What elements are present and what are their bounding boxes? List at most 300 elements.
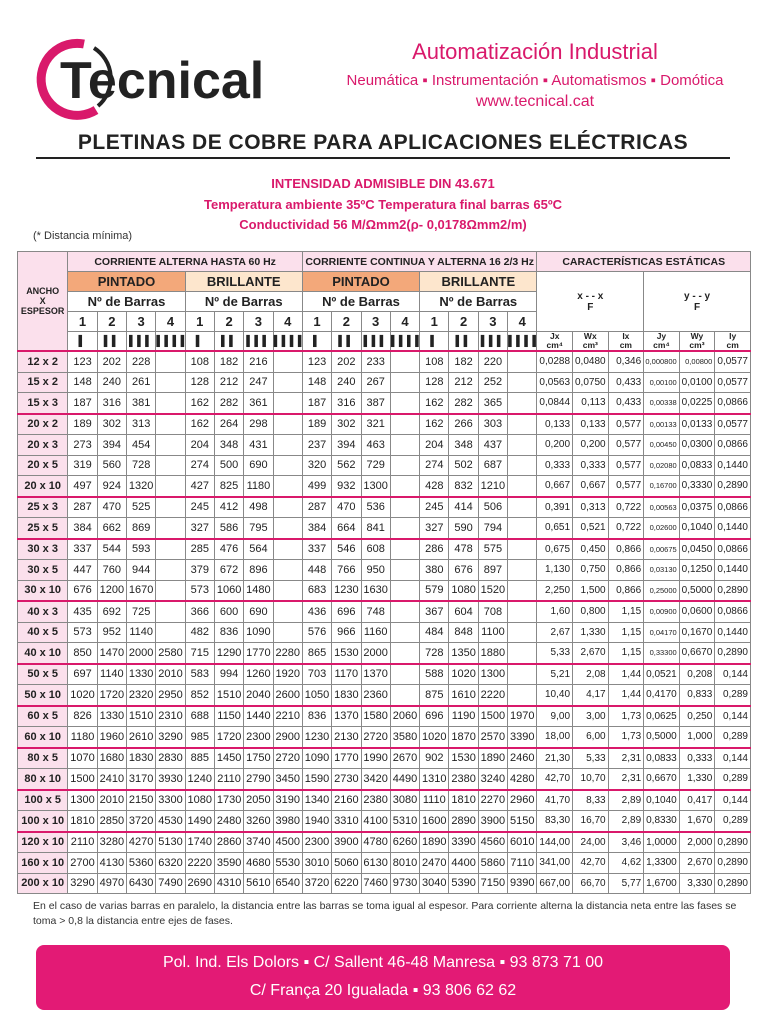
ampacity-cell bbox=[273, 351, 302, 372]
ampacity-cell: 220 bbox=[478, 351, 507, 372]
ampacity-cell: 1940 bbox=[302, 811, 331, 832]
stat-cell: 0,0866 bbox=[715, 601, 751, 622]
ampacity-cell: 187 bbox=[302, 393, 331, 414]
stat-cell: 0,00338 bbox=[644, 393, 680, 414]
ampacity-cell: 1720 bbox=[97, 685, 126, 706]
ampacity-cell: 302 bbox=[332, 414, 361, 435]
ampacity-cell: 1830 bbox=[127, 748, 156, 769]
ampacity-cell: 2720 bbox=[273, 748, 302, 769]
stat-cell: 0,289 bbox=[715, 685, 751, 706]
row-size-label: 30 x 5 bbox=[18, 560, 68, 581]
ampacity-cell: 2950 bbox=[156, 685, 185, 706]
ampacity-cell bbox=[156, 622, 185, 643]
row-size-label: 100 x 5 bbox=[18, 790, 68, 811]
ampacity-cell: 1740 bbox=[185, 832, 214, 853]
bar-arrangement-icon: ▌▌ bbox=[332, 332, 361, 352]
stat-cell: 1,73 bbox=[608, 727, 644, 748]
stat-cell: 16,70 bbox=[573, 811, 609, 832]
stat-column-header: Wx cm³ bbox=[573, 332, 609, 352]
ampacity-cell bbox=[273, 601, 302, 622]
ampacity-cell: 3390 bbox=[508, 727, 537, 748]
ampacity-cell: 3420 bbox=[361, 769, 390, 790]
table-row bbox=[18, 601, 751, 622]
table-row bbox=[18, 748, 751, 769]
stat-cell: 0,3330 bbox=[679, 476, 715, 497]
ampacity-cell bbox=[273, 580, 302, 601]
ampacity-cell: 1160 bbox=[361, 622, 390, 643]
contact-footer bbox=[36, 945, 730, 1010]
company-website[interactable]: www.tecnical.cat bbox=[475, 93, 595, 110]
ampacity-cell: 676 bbox=[68, 580, 97, 601]
stat-cell: 4,17 bbox=[573, 685, 609, 706]
ampacity-cell: 664 bbox=[332, 518, 361, 539]
ampacity-cell: 1350 bbox=[449, 643, 478, 664]
stat-cell: 1,670 bbox=[679, 811, 715, 832]
ampacity-cell bbox=[508, 497, 537, 518]
ampacity-cell: 896 bbox=[244, 560, 273, 581]
copper-bar-table bbox=[17, 251, 751, 894]
ampacity-cell bbox=[390, 476, 419, 497]
stat-cell: 0,577 bbox=[608, 455, 644, 476]
stat-cell: 0,521 bbox=[573, 518, 609, 539]
ampacity-cell: 544 bbox=[97, 539, 126, 560]
ampacity-cell: 1240 bbox=[185, 769, 214, 790]
stat-cell: 0,0866 bbox=[715, 497, 751, 518]
section-stat-header: CARACTERÍSTICAS ESTÁTICAS bbox=[537, 252, 751, 272]
stat-cell: 0,0521 bbox=[644, 664, 680, 685]
ampacity-cell: 688 bbox=[185, 706, 214, 727]
stat-column-header: Ix cm bbox=[608, 332, 644, 352]
stat-cell: 0,200 bbox=[573, 435, 609, 456]
ampacity-cell: 1440 bbox=[244, 706, 273, 727]
ampacity-cell: 128 bbox=[420, 372, 449, 393]
ampacity-cell: 148 bbox=[302, 372, 331, 393]
stat-cell: 0,5000 bbox=[679, 580, 715, 601]
ampacity-cell bbox=[156, 476, 185, 497]
stat-cell: 0,866 bbox=[608, 560, 644, 581]
row-size-label: 50 x 10 bbox=[18, 685, 68, 706]
ampacity-cell: 463 bbox=[361, 435, 390, 456]
ampacity-cell: 267 bbox=[361, 372, 390, 393]
stat-cell: 0,667 bbox=[573, 476, 609, 497]
stat-cell: 0,289 bbox=[715, 727, 751, 748]
ampacity-cell bbox=[508, 560, 537, 581]
ampacity-cell: 2220 bbox=[478, 685, 507, 706]
stat-y-axis-label: y - - y bbox=[684, 290, 711, 302]
stat-cell: 0,750 bbox=[573, 560, 609, 581]
stat-cell: 2,89 bbox=[608, 811, 644, 832]
stat-cell: 3,46 bbox=[608, 832, 644, 853]
stat-cell: 0,00100 bbox=[644, 372, 680, 393]
ampacity-cell: 573 bbox=[185, 580, 214, 601]
ampacity-cell bbox=[273, 414, 302, 435]
ampacity-cell: 1210 bbox=[478, 476, 507, 497]
ampacity-cell: 5860 bbox=[478, 853, 507, 874]
bar-arrangement-icon: ▌▌▌▌ bbox=[273, 332, 302, 352]
ampacity-cell bbox=[273, 476, 302, 497]
ampacity-cell: 387 bbox=[361, 393, 390, 414]
ampacity-cell: 703 bbox=[302, 664, 331, 685]
ampacity-cell: 1300 bbox=[478, 664, 507, 685]
ampacity-cell: 435 bbox=[68, 601, 97, 622]
ampacity-cell: 500 bbox=[214, 455, 243, 476]
stat-y-force-label: F bbox=[694, 301, 701, 313]
ampacity-cell bbox=[390, 622, 419, 643]
ampacity-cell: 447 bbox=[68, 560, 97, 581]
ampacity-cell: 282 bbox=[214, 393, 243, 414]
ampacity-cell: 2280 bbox=[273, 643, 302, 664]
ampacity-cell: 725 bbox=[127, 601, 156, 622]
ampacity-cell: 546 bbox=[332, 539, 361, 560]
ampacity-cell: 2050 bbox=[244, 790, 273, 811]
ampacity-cell: 6130 bbox=[361, 853, 390, 874]
stat-cell: 0,02080 bbox=[644, 455, 680, 476]
stat-cell: 83,30 bbox=[537, 811, 573, 832]
stat-cell: 2,31 bbox=[608, 769, 644, 790]
ampacity-cell: 1200 bbox=[97, 580, 126, 601]
ampacity-cell: 4310 bbox=[214, 873, 243, 894]
stat-cell: 5,33 bbox=[537, 643, 573, 664]
ampacity-cell: 264 bbox=[214, 414, 243, 435]
ampacity-cell bbox=[156, 455, 185, 476]
ampacity-cell: 766 bbox=[332, 560, 361, 581]
ampacity-cell: 245 bbox=[420, 497, 449, 518]
ampacity-cell: 2600 bbox=[273, 685, 302, 706]
ampacity-cell: 564 bbox=[244, 539, 273, 560]
ampacity-cell: 3930 bbox=[156, 769, 185, 790]
ampacity-cell bbox=[390, 601, 419, 622]
ampacity-cell: 282 bbox=[449, 393, 478, 414]
ampacity-cell: 1100 bbox=[478, 622, 507, 643]
table-row bbox=[18, 811, 751, 832]
stat-cell: 0,2890 bbox=[715, 476, 751, 497]
ampacity-cell: 1770 bbox=[244, 643, 273, 664]
ampacity-cell: 2150 bbox=[127, 790, 156, 811]
ampacity-cell: 1490 bbox=[185, 811, 214, 832]
ampacity-cell: 498 bbox=[244, 497, 273, 518]
ampacity-cell: 499 bbox=[302, 476, 331, 497]
ampacity-cell: 728 bbox=[127, 455, 156, 476]
ampacity-cell: 2850 bbox=[97, 811, 126, 832]
ampacity-cell: 5610 bbox=[244, 873, 273, 894]
table-row bbox=[18, 832, 751, 853]
ampacity-cell: 2040 bbox=[244, 685, 273, 706]
ampacity-cell: 1290 bbox=[214, 643, 243, 664]
ampacity-cell: 5060 bbox=[332, 853, 361, 874]
bar-arrangement-icon: ▌▌▌ bbox=[127, 332, 156, 352]
stat-cell: 0,450 bbox=[573, 539, 609, 560]
ampacity-cell: 274 bbox=[185, 455, 214, 476]
ampacity-cell: 7460 bbox=[361, 873, 390, 894]
ampacity-cell: 337 bbox=[68, 539, 97, 560]
ampacity-cell: 562 bbox=[332, 455, 361, 476]
ampacity-cell: 728 bbox=[420, 643, 449, 664]
ampacity-cell: 950 bbox=[361, 560, 390, 581]
ampacity-cell: 321 bbox=[361, 414, 390, 435]
stat-cell: 2,670 bbox=[573, 643, 609, 664]
ampacity-cell: 2690 bbox=[185, 873, 214, 894]
footer-address-igualada: C/ França 20 Igualada ▪ 93 806 62 62 bbox=[249, 982, 517, 999]
stat-cell: 1,500 bbox=[573, 580, 609, 601]
ampacity-cell bbox=[508, 393, 537, 414]
bar-arrangement-icon: ▌ bbox=[302, 332, 331, 352]
ampacity-cell: 1970 bbox=[508, 706, 537, 727]
stat-cell: 0,2890 bbox=[715, 853, 751, 874]
ampacity-cell: 3740 bbox=[244, 832, 273, 853]
ampacity-cell: 1300 bbox=[361, 476, 390, 497]
ampacity-cell: 1750 bbox=[244, 748, 273, 769]
ampacity-cell: 2570 bbox=[478, 727, 507, 748]
ampacity-cell bbox=[273, 518, 302, 539]
stat-cell: 21,30 bbox=[537, 748, 573, 769]
ampacity-cell: 2960 bbox=[508, 790, 537, 811]
ampacity-cell bbox=[508, 351, 537, 372]
table-row bbox=[18, 853, 751, 874]
stat-cell: 0,0288 bbox=[537, 351, 573, 372]
stat-cell: 0,5000 bbox=[644, 727, 680, 748]
ampacity-cell bbox=[390, 560, 419, 581]
bar-count-header: 1 bbox=[185, 312, 214, 332]
stat-cell: 0,313 bbox=[573, 497, 609, 518]
stat-cell: 1,330 bbox=[679, 769, 715, 790]
ampacity-cell: 3010 bbox=[302, 853, 331, 874]
stat-cell: 0,00450 bbox=[644, 435, 680, 456]
ampacity-cell: 3040 bbox=[420, 873, 449, 894]
ampacity-cell: 2720 bbox=[361, 727, 390, 748]
ampacity-cell: 692 bbox=[97, 601, 126, 622]
ampacity-cell: 4280 bbox=[508, 769, 537, 790]
ampacity-cell bbox=[508, 518, 537, 539]
table-row bbox=[18, 664, 751, 685]
stat-cell: 0,866 bbox=[608, 580, 644, 601]
stat-cell: 66,70 bbox=[573, 873, 609, 894]
bar-arrangement-icon: ▌▌ bbox=[97, 332, 126, 352]
bar-count-header: 4 bbox=[273, 312, 302, 332]
ampacity-cell: 2730 bbox=[332, 769, 361, 790]
ampacity-cell bbox=[508, 664, 537, 685]
stat-cell: 0,0866 bbox=[715, 435, 751, 456]
ampacity-cell: 2410 bbox=[97, 769, 126, 790]
stat-cell: 2,67 bbox=[537, 622, 573, 643]
ampacity-cell: 6220 bbox=[332, 873, 361, 894]
row-size-label: 20 x 3 bbox=[18, 435, 68, 456]
stat-cell: 2,670 bbox=[679, 853, 715, 874]
ampacity-cell: 4970 bbox=[97, 873, 126, 894]
ampacity-cell: 1140 bbox=[97, 664, 126, 685]
ampacity-cell: 237 bbox=[302, 435, 331, 456]
ampacity-cell: 285 bbox=[185, 539, 214, 560]
ampacity-cell: 696 bbox=[332, 601, 361, 622]
ampacity-cell: 560 bbox=[97, 455, 126, 476]
ampacity-cell: 2220 bbox=[185, 853, 214, 874]
ampacity-cell: 233 bbox=[361, 351, 390, 372]
bar-arrangement-icon: ▌▌▌▌ bbox=[508, 332, 537, 352]
dc-pintado-nbarras: Nº de Barras bbox=[302, 292, 419, 312]
stat-x-diagram bbox=[537, 272, 644, 332]
bar-count-header: 3 bbox=[244, 312, 273, 332]
ampacity-cell: 3080 bbox=[390, 790, 419, 811]
ampacity-cell: 2270 bbox=[478, 790, 507, 811]
ampacity-cell: 189 bbox=[302, 414, 331, 435]
ampacity-cell: 2860 bbox=[214, 832, 243, 853]
stat-cell: 667,00 bbox=[537, 873, 573, 894]
ampacity-cell: 348 bbox=[449, 435, 478, 456]
stat-cell: 0,833 bbox=[679, 685, 715, 706]
ampacity-cell: 245 bbox=[185, 497, 214, 518]
ampacity-cell: 1300 bbox=[68, 790, 97, 811]
ampacity-cell: 431 bbox=[244, 435, 273, 456]
ampacity-cell: 586 bbox=[214, 518, 243, 539]
ampacity-cell: 3720 bbox=[302, 873, 331, 894]
table-row bbox=[18, 622, 751, 643]
ampacity-cell: 5310 bbox=[390, 811, 419, 832]
bar-arrangement-icon: ▌▌ bbox=[449, 332, 478, 352]
ampacity-cell: 148 bbox=[68, 372, 97, 393]
ampacity-cell: 1730 bbox=[214, 790, 243, 811]
ampacity-cell: 327 bbox=[185, 518, 214, 539]
stat-cell: 3,00 bbox=[573, 706, 609, 727]
ampacity-cell: 187 bbox=[68, 393, 97, 414]
ampacity-cell: 1990 bbox=[361, 748, 390, 769]
ampacity-cell: 841 bbox=[361, 518, 390, 539]
ampacity-cell: 1770 bbox=[332, 748, 361, 769]
ampacity-cell: 3290 bbox=[68, 873, 97, 894]
ampacity-cell: 885 bbox=[185, 748, 214, 769]
ampacity-cell: 1050 bbox=[302, 685, 331, 706]
stat-cell: 0,433 bbox=[608, 372, 644, 393]
stat-cell: 0,289 bbox=[715, 769, 751, 790]
ampacity-cell: 2890 bbox=[449, 811, 478, 832]
stat-cell: 10,40 bbox=[537, 685, 573, 706]
stat-cell: 0,03130 bbox=[644, 560, 680, 581]
ampacity-cell: 1530 bbox=[332, 643, 361, 664]
ampacity-cell: 826 bbox=[68, 706, 97, 727]
ampacity-cell bbox=[508, 622, 537, 643]
table-row bbox=[18, 580, 751, 601]
table-row bbox=[18, 539, 751, 560]
ampacity-cell: 384 bbox=[302, 518, 331, 539]
ac-pintado-nbarras: Nº de Barras bbox=[68, 292, 185, 312]
stat-cell: 10,70 bbox=[573, 769, 609, 790]
stat-cell: 0,144 bbox=[715, 748, 751, 769]
bar-count-header: 1 bbox=[420, 312, 449, 332]
bar-count-header: 3 bbox=[361, 312, 390, 332]
stat-x-force-label: F bbox=[587, 301, 594, 313]
ampacity-cell: 123 bbox=[68, 351, 97, 372]
stat-cell: 0,33300 bbox=[644, 643, 680, 664]
row-size-label: 15 x 3 bbox=[18, 393, 68, 414]
ampacity-cell: 836 bbox=[214, 622, 243, 643]
ampacity-cell: 1470 bbox=[97, 643, 126, 664]
table-row bbox=[18, 393, 751, 414]
ampacity-cell: 2900 bbox=[273, 727, 302, 748]
ampacity-cell: 394 bbox=[97, 435, 126, 456]
ampacity-cell: 579 bbox=[420, 580, 449, 601]
table-row bbox=[18, 351, 751, 372]
ampacity-cell: 5130 bbox=[156, 832, 185, 853]
ampacity-cell: 3450 bbox=[273, 769, 302, 790]
ampacity-cell: 902 bbox=[420, 748, 449, 769]
ampacity-cell: 1320 bbox=[127, 476, 156, 497]
ampacity-cell: 2110 bbox=[214, 769, 243, 790]
ampacity-cell: 108 bbox=[420, 351, 449, 372]
ampacity-cell: 985 bbox=[185, 727, 214, 748]
ampacity-cell: 2010 bbox=[156, 664, 185, 685]
ampacity-cell: 1340 bbox=[302, 790, 331, 811]
ampacity-cell: 380 bbox=[420, 560, 449, 581]
ampacity-cell: 966 bbox=[332, 622, 361, 643]
stat-cell: 0,0577 bbox=[715, 414, 751, 435]
stat-cell: 0,0625 bbox=[644, 706, 680, 727]
ampacity-cell: 302 bbox=[97, 414, 126, 435]
stat-cell: 0,4170 bbox=[644, 685, 680, 706]
stat-cell: 0,1440 bbox=[715, 622, 751, 643]
ampacity-cell: 379 bbox=[185, 560, 214, 581]
ampacity-cell: 4100 bbox=[361, 811, 390, 832]
ampacity-cell: 212 bbox=[449, 372, 478, 393]
row-size-label: 25 x 5 bbox=[18, 518, 68, 539]
bar-count-header: 2 bbox=[97, 312, 126, 332]
ampacity-cell bbox=[273, 622, 302, 643]
ampacity-cell: 502 bbox=[449, 455, 478, 476]
ampacity-cell: 365 bbox=[478, 393, 507, 414]
stat-cell: 144,00 bbox=[537, 832, 573, 853]
info-temperature: Temperatura ambiente 35ºC Temperatura final barras 65ºC bbox=[204, 197, 562, 212]
stat-cell: 1,000 bbox=[679, 727, 715, 748]
ampacity-cell bbox=[156, 580, 185, 601]
ampacity-cell: 6260 bbox=[390, 832, 419, 853]
ampacity-cell: 1610 bbox=[449, 685, 478, 706]
ampacity-cell bbox=[273, 435, 302, 456]
ampacity-cell: 1070 bbox=[68, 748, 97, 769]
ampacity-cell: 381 bbox=[127, 393, 156, 414]
row-size-label: 20 x 2 bbox=[18, 414, 68, 435]
ampacity-cell bbox=[273, 455, 302, 476]
ampacity-cell: 2000 bbox=[127, 643, 156, 664]
stat-cell: 0,8330 bbox=[644, 811, 680, 832]
logo-graphic bbox=[36, 38, 306, 118]
ampacity-cell: 476 bbox=[214, 539, 243, 560]
table-row bbox=[18, 873, 751, 894]
ampacity-cell bbox=[508, 685, 537, 706]
ampacity-cell: 327 bbox=[420, 518, 449, 539]
stat-cell: 0,1440 bbox=[715, 518, 751, 539]
ampacity-cell: 1600 bbox=[420, 811, 449, 832]
ampacity-cell bbox=[156, 560, 185, 581]
ampacity-cell: 3980 bbox=[273, 811, 302, 832]
stat-cell: 0,0450 bbox=[679, 539, 715, 560]
stat-cell: 2,08 bbox=[573, 664, 609, 685]
ampacity-cell: 2670 bbox=[390, 748, 419, 769]
stat-cell: 0,16700 bbox=[644, 476, 680, 497]
ampacity-cell: 454 bbox=[127, 435, 156, 456]
ampacity-cell bbox=[273, 372, 302, 393]
row-size-label: 30 x 10 bbox=[18, 580, 68, 601]
ampacity-cell: 683 bbox=[302, 580, 331, 601]
stat-cell: 0,208 bbox=[679, 664, 715, 685]
row-size-label: 12 x 2 bbox=[18, 351, 68, 372]
parallel-bars-footnote: En el caso de varias barras en paralelo, la distancia entre las barras se toma igual al espesor. Para corriente alterna la distancia neta entre las fases se toma > 0,8 la distancia entre ejes de fases. bbox=[33, 900, 737, 927]
ampacity-cell: 436 bbox=[302, 601, 331, 622]
row-size-label: 20 x 10 bbox=[18, 476, 68, 497]
table-row bbox=[18, 643, 751, 664]
ampacity-cell: 1810 bbox=[68, 811, 97, 832]
ampacity-cell: 412 bbox=[214, 497, 243, 518]
ampacity-cell: 1020 bbox=[420, 727, 449, 748]
ampacity-cell: 2360 bbox=[361, 685, 390, 706]
stat-cell: 0,6670 bbox=[644, 769, 680, 790]
ampacity-cell: 1060 bbox=[214, 580, 243, 601]
